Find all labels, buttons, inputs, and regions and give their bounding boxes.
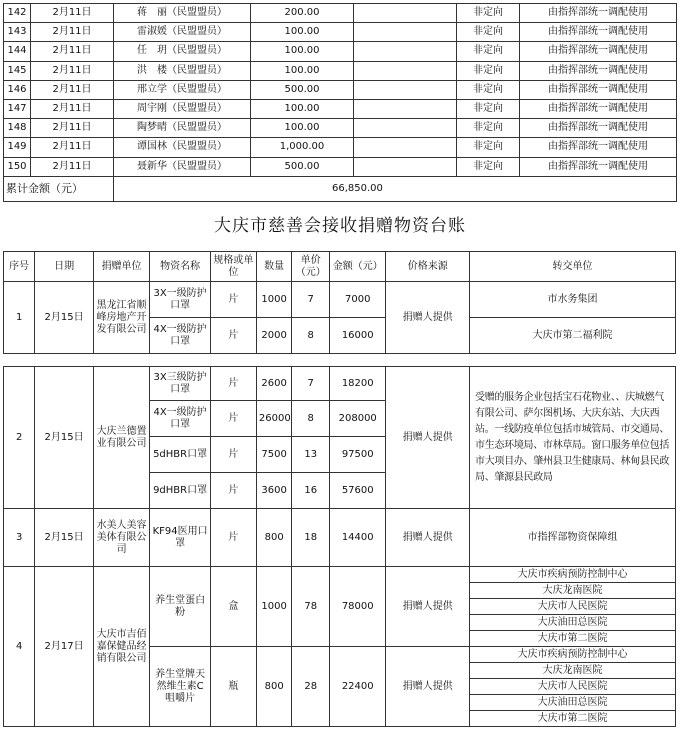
cell-amount: 1,000.00 (251, 138, 354, 157)
cell-price: 8 (292, 401, 330, 437)
cell-direction: 非定向 (457, 80, 520, 99)
cell-direction: 非定向 (457, 157, 520, 176)
cell-no: 144 (4, 42, 31, 61)
cell-qty: 1000 (256, 282, 292, 318)
cell-use: 由指挥部统一调配使用 (520, 119, 677, 138)
cell-date: 2月11日 (31, 157, 114, 176)
cell-amount: 57600 (330, 473, 386, 509)
cell-no: 145 (4, 61, 31, 80)
cell-spec: 片 (210, 509, 256, 567)
cell-no: 4 (4, 567, 35, 727)
cell-donor: 黑龙江省顺峰房地产开发有限公司 (93, 282, 149, 354)
header-source: 价格来源 (386, 252, 470, 282)
cell-date: 2月11日 (31, 61, 114, 80)
header-recipient: 转交单位 (470, 252, 676, 282)
header-donor: 捐赠单位 (93, 252, 149, 282)
cell-qty: 1000 (256, 567, 292, 647)
table-row (4, 367, 676, 401)
cash-donation-table (3, 3, 677, 202)
cell-amount: 16000 (330, 318, 386, 354)
material-donation-table-header (3, 251, 676, 354)
table-row (4, 61, 677, 80)
cell-price: 8 (292, 318, 330, 354)
table-row (4, 42, 677, 61)
cell-amount: 7000 (330, 282, 386, 318)
total-label: 累计金额（元） (4, 176, 114, 201)
cell-no: 3 (4, 509, 35, 567)
cell-name: 洪 楼（民盟盟员） (114, 61, 251, 80)
cell-name: 谭国林（民盟盟员） (114, 138, 251, 157)
cell-amount: 100.00 (251, 61, 354, 80)
table-row (4, 509, 676, 567)
cell-use: 由指挥部统一调配使用 (520, 61, 677, 80)
total-value: 66,850.00 (114, 176, 677, 201)
cell-direction: 非定向 (457, 4, 520, 23)
header-item: 物资名称 (150, 252, 211, 282)
cell-item: 5dHBR口罩 (150, 437, 211, 473)
cell-no: 148 (4, 119, 31, 138)
cell-item: 养生堂牌天然维生素C咀嚼片 (150, 647, 211, 727)
cell-spec: 片 (210, 437, 256, 473)
cell-name: 陶梦晴（民盟盟员） (114, 119, 251, 138)
cell-source: 捐赠人提供 (386, 282, 470, 354)
cell-spec: 瓶 (210, 647, 256, 727)
cell-blank (354, 119, 457, 138)
cell-amount: 100.00 (251, 99, 354, 118)
cell-blank (354, 23, 457, 42)
cell-use: 由指挥部统一调配使用 (520, 42, 677, 61)
cell-qty: 7500 (256, 437, 292, 473)
cell-qty: 2000 (256, 318, 292, 354)
cell-item: 养生堂蛋白粉 (150, 567, 211, 647)
recipient-item: 大庆市疾病预防控制中心 (517, 649, 628, 660)
cell-use: 由指挥部统一调配使用 (520, 23, 677, 42)
cell-item: 3X一级防护口罩 (150, 282, 211, 318)
cell-no: 143 (4, 23, 31, 42)
cell-amount: 14400 (330, 509, 386, 567)
cell-item: 9dHBR口罩 (150, 473, 211, 509)
cell-no: 147 (4, 99, 31, 118)
cell-blank (354, 138, 457, 157)
header-qty: 数量 (256, 252, 292, 282)
cell-price: 7 (292, 282, 330, 318)
cell-no: 146 (4, 80, 31, 99)
cell-qty: 3600 (256, 473, 292, 509)
cell-direction: 非定向 (457, 61, 520, 80)
recipient-list (470, 567, 675, 646)
cell-recipient-list (470, 567, 676, 647)
cell-blank (354, 157, 457, 176)
cell-use: 由指挥部统一调配使用 (520, 4, 677, 23)
cell-item: KF94医用口罩 (150, 509, 211, 567)
cell-spec: 片 (210, 318, 256, 354)
cell-name: 聂新华（民盟盟员） (114, 157, 251, 176)
cell-amount: 500.00 (251, 80, 354, 99)
cell-price: 13 (292, 437, 330, 473)
cell-price: 18 (292, 509, 330, 567)
cell-blank (354, 80, 457, 99)
cell-amount: 100.00 (251, 42, 354, 61)
cell-date: 2月11日 (31, 80, 114, 99)
cell-spec: 盒 (210, 567, 256, 647)
cell-amount: 100.00 (251, 23, 354, 42)
cell-amount: 18200 (330, 367, 386, 401)
cell-no: 2 (4, 367, 35, 509)
table-row (4, 4, 677, 23)
cell-source: 捐赠人提供 (386, 647, 470, 727)
cell-price: 28 (292, 647, 330, 727)
cell-source: 捐赠人提供 (386, 367, 470, 509)
recipient-item: 大庆市第二医院 (470, 710, 675, 726)
cell-recipient-list (470, 647, 676, 727)
cell-name: 任 玥（民盟盟员） (114, 42, 251, 61)
recipient-item: 大庆油田总医院 (470, 614, 675, 630)
cell-item: 3X三级防护口罩 (150, 367, 211, 401)
cell-no: 149 (4, 138, 31, 157)
cell-recipient: 大庆市第二福利院 (470, 318, 676, 354)
cell-qty: 800 (256, 509, 292, 567)
cell-price: 7 (292, 367, 330, 401)
header-amount: 金额（元） (330, 252, 386, 282)
recipient-list (470, 647, 675, 726)
cell-name: 蒋 丽（民盟盟员） (114, 4, 251, 23)
cell-amount: 208000 (330, 401, 386, 437)
cell-price: 16 (292, 473, 330, 509)
cell-qty: 2600 (256, 367, 292, 401)
cell-use: 由指挥部统一调配使用 (520, 157, 677, 176)
cell-recipient: 市水务集团 (470, 282, 676, 318)
recipient-item: 大庆市人民医院 (470, 678, 675, 694)
cell-source: 捐赠人提供 (386, 509, 470, 567)
recipient-item: 大庆市第二医院 (470, 630, 675, 646)
cell-spec: 片 (210, 282, 256, 318)
cell-price: 78 (292, 567, 330, 647)
cell-no: 1 (4, 282, 35, 354)
cell-name: 邢立学（民盟盟员） (114, 80, 251, 99)
cell-direction: 非定向 (457, 138, 520, 157)
cell-amount: 78000 (330, 567, 386, 647)
cell-date: 2月15日 (35, 282, 94, 354)
recipient-item: 大庆市疾病预防控制中心 (517, 569, 628, 580)
cell-date: 2月11日 (31, 138, 114, 157)
cell-blank (354, 42, 457, 61)
header-no: 序号 (4, 252, 35, 282)
cell-blank (354, 61, 457, 80)
cell-direction: 非定向 (457, 23, 520, 42)
cell-date: 2月15日 (35, 509, 94, 567)
cell-direction: 非定向 (457, 99, 520, 118)
cell-donor: 水美人美容美体有限公司 (93, 509, 149, 567)
cell-donor: 大庆市吉佰嘉保健品经销有限公司 (93, 567, 149, 727)
cell-date: 2月15日 (35, 367, 94, 509)
header-row (4, 252, 676, 282)
cell-blank (354, 4, 457, 23)
material-donation-table-body (3, 366, 676, 727)
cell-name: 周宇刚（民盟盟员） (114, 99, 251, 118)
cell-amount: 97500 (330, 437, 386, 473)
cell-direction: 非定向 (457, 42, 520, 61)
table-row (4, 138, 677, 157)
recipient-item: 大庆市人民医院 (470, 598, 675, 614)
table-row (4, 23, 677, 42)
cell-qty: 800 (256, 647, 292, 727)
cell-amount: 22400 (330, 647, 386, 727)
cell-no: 142 (4, 4, 31, 23)
cell-use: 由指挥部统一调配使用 (520, 138, 677, 157)
cell-use: 由指挥部统一调配使用 (520, 80, 677, 99)
table-row (4, 99, 677, 118)
cell-qty: 26000 (256, 401, 292, 437)
cell-date: 2月17日 (35, 567, 94, 727)
cell-amount: 200.00 (251, 4, 354, 23)
recipient-item: 大庆龙南医院 (470, 662, 675, 678)
cell-date: 2月11日 (31, 119, 114, 138)
table-row (4, 567, 676, 647)
cell-direction: 非定向 (457, 119, 520, 138)
table-row (4, 80, 677, 99)
header-date: 日期 (35, 252, 94, 282)
cell-spec: 片 (210, 367, 256, 401)
cell-spec: 片 (210, 473, 256, 509)
cell-blank (354, 99, 457, 118)
cell-donor: 大庆兰德置业有限公司 (93, 367, 149, 509)
cell-name: 雷淑媛（民盟盟员） (114, 23, 251, 42)
cell-date: 2月11日 (31, 23, 114, 42)
table-row (4, 119, 677, 138)
header-price: 单价（元） (292, 252, 330, 282)
cell-item: 4X一级防护口罩 (150, 401, 211, 437)
cell-amount: 500.00 (251, 157, 354, 176)
cell-no: 150 (4, 157, 31, 176)
cell-recipient: 市指挥部物资保障组 (470, 509, 676, 567)
recipient-item: 大庆油田总医院 (470, 694, 675, 710)
cell-recipient: 受赠的服务企业包括宝石花物业、、庆城燃气有限公司、萨尔图机场、大庆东站、大庆西站。一线防疫单位包括市城管局、市交通局、市生态环境局、市林草局。窗口服务单位包括市大项目办、肇州县卫生健康局、林甸县民政局、肇源县民政局 (470, 367, 676, 509)
recipient-item: 大庆龙南医院 (470, 582, 675, 598)
cell-amount: 100.00 (251, 119, 354, 138)
cell-date: 2月11日 (31, 4, 114, 23)
page-title: 大庆市慈善会接收捐赠物资台账 (214, 216, 466, 236)
table-row (4, 282, 676, 318)
cell-use: 由指挥部统一调配使用 (520, 99, 677, 118)
cell-date: 2月11日 (31, 99, 114, 118)
header-spec: 规格或单位 (210, 252, 256, 282)
cell-item: 4X一级防护口罩 (150, 318, 211, 354)
cell-spec: 片 (210, 401, 256, 437)
cell-date: 2月11日 (31, 42, 114, 61)
total-row (4, 176, 677, 201)
table-row (4, 157, 677, 176)
cell-source: 捐赠人提供 (386, 567, 470, 647)
